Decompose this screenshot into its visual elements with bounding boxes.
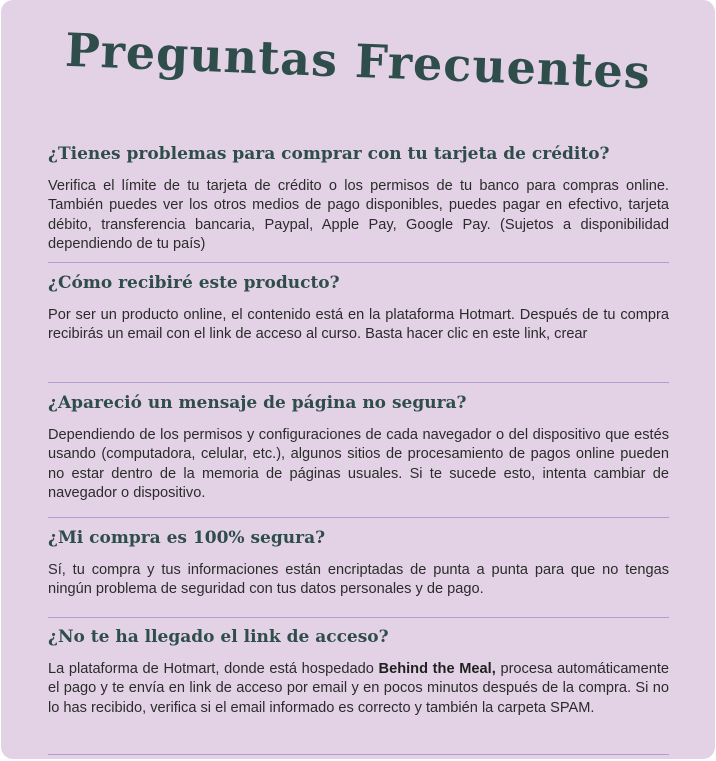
faq-answer	[48, 660, 669, 718]
faq-card	[1, 0, 715, 759]
faq-item-credit-card	[48, 143, 669, 263]
faq-item-access-link	[48, 626, 669, 755]
faq-item-receive-product	[48, 272, 669, 383]
faq-answer: Por ser un producto online, el contenido está en la plataforma Hotmart. Después de tu compra recibirás un email con el link de acceso al curso. Basta hacer clic en este link, crear	[48, 307, 669, 343]
faq-answer: Verifica el límite de tu tarjeta de crédito o los permisos de tu banco para compras online. También puedes ver los otros medios de pago disponibles, puedes pagar en efectivo, tarjeta débito, transferencia bancaria, Paypal, Apple Pay, Google Pay. (Sujetos a disponibilidad dependiendo de tu país)	[48, 178, 669, 253]
faq-answer-text: La plataforma de Hotmart, donde está hospedado	[48, 661, 379, 677]
page-title: Preguntas Frecuentes	[64, 22, 652, 100]
faq-answer-text: procesa automáticamente el pago y te envía en link de acceso por email y en pocos minutos después de la compra. Si no lo has recibido, verifica si el email informado es correcto y también la carpeta SPAM.	[48, 661, 669, 716]
faq-question: ¿Cómo recibiré este producto?	[48, 273, 340, 293]
faq-item-unsafe-page	[48, 392, 669, 518]
faq-answer: Dependiendo de los permisos y configuraciones de cada navegador o del dispositivo que estés usando (computadora, celular, etc.), algunos sitios de procesamiento de pagos online pueden no estar dentro de la memoria de páginas usuales. Si te sucede esto, intenta cambiar de navegador o dispositivo.	[48, 427, 669, 502]
faq-question: ¿Mi compra es 100% segura?	[48, 528, 326, 548]
faq-answer: Sí, tu compra y tus informaciones están encriptadas de punta a punta para que no tengas ningún problema de seguridad con tus datos personales y de pago.	[48, 562, 669, 598]
faq-item-secure-purchase	[48, 527, 669, 618]
faq-question: ¿Tienes problemas para comprar con tu tarjeta de crédito?	[48, 144, 610, 164]
faq-list	[48, 142, 669, 755]
product-name: Behind the Meal,	[378, 661, 496, 677]
faq-question: ¿Apareció un mensaje de página no segura?	[48, 393, 467, 413]
faq-question: ¿No te ha llegado el link de acceso?	[48, 627, 389, 647]
